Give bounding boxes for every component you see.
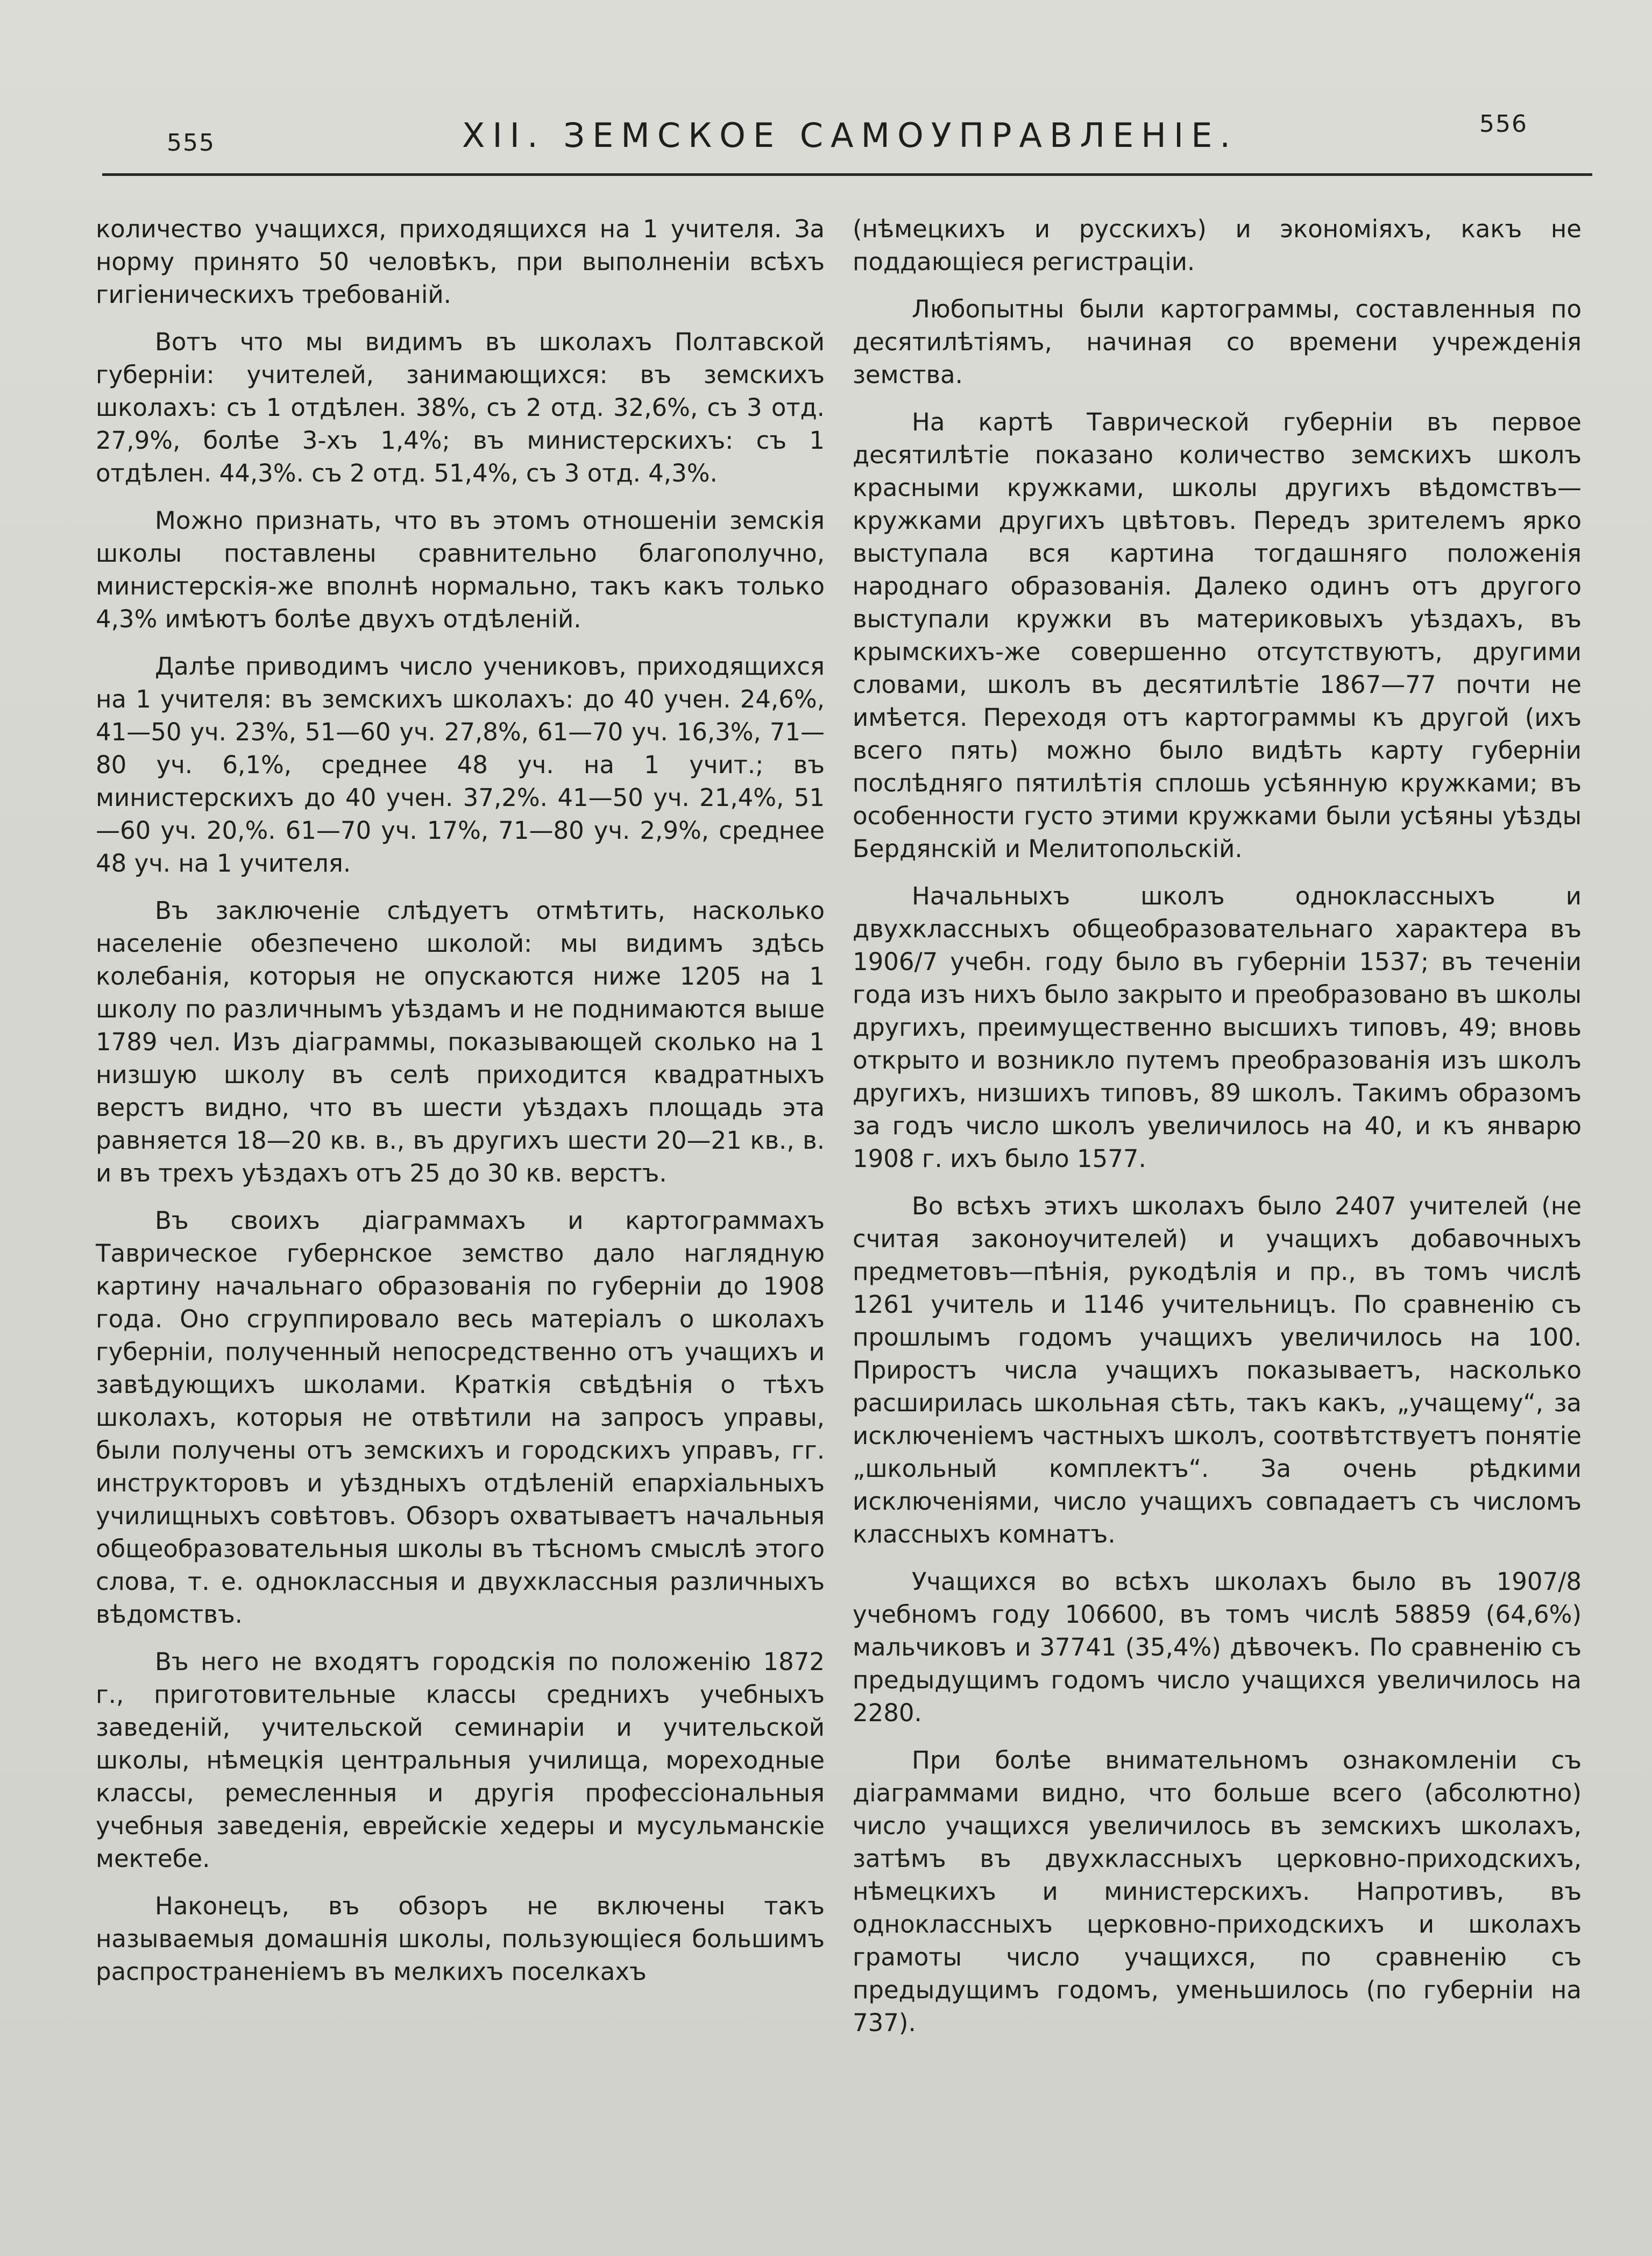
paragraph: Въ заключеніе слѣдуетъ отмѣтить, насколько населеніе обезпечено школой: мы видимъ здѣсь колебанія, которыя не опускаются ниже 1205 на 1 школу по различнымъ уѣздамъ и не поднимаются выше 1789 чел. Изъ діаграммы, показывающей сколько на 1 низшую школу въ селѣ приходится квадратныхъ верстъ видно, что въ шести уѣздахъ площадь эта равняется 18—20 кв. в., въ другихъ шести 20—21 кв., в. и въ трехъ уѣздахъ отъ 25 до 30 кв. верстъ. [96, 896, 825, 1187]
left-page-number: 555 [167, 129, 215, 157]
paragraph: Можно признать, что въ этомъ отношеніи земскія школы поставлены сравнительно благополучно, министерскія-же вполнѣ нормально, такъ какъ только 4,3% имѣютъ болѣе двухъ отдѣленій. [96, 506, 825, 633]
paragraph: количество учащихся, приходящихся на 1 учителя. За норму принято 50 человѣкъ, при выполненіи всѣхъ гигіеническихъ требованій. [96, 215, 825, 309]
paragraph: Учащихся во всѣхъ школахъ было въ 1907/8 учебномъ году 106600, въ томъ числѣ 58859 (64,6%) мальчиковъ и 37741 (35,4%) дѣвочекъ. По сравненію съ предыдущимъ годомъ число учащихся увеличилось на 2280. [853, 1567, 1582, 1727]
paragraph: Въ него не входятъ городскія по положенію 1872 г., приготовительные классы среднихъ учебныхъ заведеній, учительской семинаріи и учительской школы, нѣмецкія центральныя училища, мореходные классы, ремесленныя и другія профессіональныя учебныя заведенія, еврейскіе хедеры и мусульманскіе мектебе. [96, 1647, 825, 1873]
paragraph: Вотъ что мы видимъ въ школахъ Полтавской губерніи: учителей, занимающихся: въ земскихъ школахъ: съ 1 отдѣлен. 38%, съ 2 отд. 32,6%, съ 3 отд. 27,9%, болѣе 3-хъ 1,4%; въ министерскихъ: съ 1 отдѣлен. 44,3%. съ 2 отд. 51,4%, съ 3 отд. 4,3%. [96, 328, 825, 487]
paragraph: Любопытны были картограммы, составленныя по десятилѣтіямъ, начиная со времени учрежденія земства. [853, 295, 1582, 389]
right-page-number: 556 [1479, 110, 1528, 138]
paragraph: Во всѣхъ этихъ школахъ было 2407 учителей (не считая законоучителей) и учащихъ добавочныхъ предметовъ—пѣнія, рукодѣлія и пр., въ томъ числѣ 1261 учитель и 1146 учительницъ. По сравненію съ прошлымъ годомъ учащихъ увеличилось на 100. Приростъ числа учащихъ показываетъ, насколько расширилась школьная сѣть, такъ какъ, „учащему“, за исключеніемъ частныхъ школъ, соотвѣтствуетъ понятіе „школьный комплектъ“. За очень рѣдкими исключеніями, число учащихъ совпадаетъ съ числомъ классныхъ комнатъ. [853, 1192, 1582, 1548]
header-rule [102, 173, 1592, 176]
paragraph: (нѣмецкихъ и русскихъ) и экономіяхъ, какъ не поддающіеся регистраціи. [853, 215, 1582, 276]
paragraph: На картѣ Таврической губерніи въ первое десятилѣтіе показано количество земскихъ школъ красными кружками, школы другихъ вѣдомствъ—кружками другихъ цвѣтовъ. Передъ зрителемъ ярко выступала вся картина тогдашняго положенія народнаго образованія. Далеко одинъ отъ другого выступали кружки въ материковыхъ уѣздахъ, въ крымскихъ-же совершенно отсутствуютъ, другими словами, школъ въ десятилѣтіе 1867—77 почти не имѣется. Переходя отъ картограммы къ другой (ихъ всего пять) можно было видѣть карту губерніи послѣдняго пятилѣтія сплошь усѣянную кружками; въ особенности густо этими кружками были усѣяны уѣзды Бердянскій и Мелитопольскій. [853, 408, 1582, 863]
running-header [102, 105, 1598, 164]
paragraph: Наконецъ, въ обзоръ не включены такъ называемыя домашнія школы, пользующіеся большимъ распространеніемъ въ мелкихъ поселкахъ [96, 1892, 825, 1986]
section-title: XII. ЗЕМСКОЕ САМОУПРАВЛЕНІЕ. [462, 116, 1238, 155]
paragraph: Начальныхъ школъ одноклассныхъ и двухклассныхъ общеобразовательнаго характера въ 1906/7 учебн. году было въ губерніи 1537; въ теченіи года изъ нихъ было закрыто и преобразовано въ школы другихъ, преимущественно высшихъ типовъ, 49; вновь открыто и возникло путемъ преобразованія изъ школъ другихъ, низшихъ типовъ, 89 школъ. Такимъ образомъ за годъ число школъ увеличилось на 40, и къ январю 1908 г. ихъ было 1577. [853, 882, 1582, 1173]
right-column [853, 213, 1582, 2039]
paragraph: При болѣе внимательномъ ознакомленіи съ діаграммами видно, что больше всего (абсолютно) число учащихся увеличилось въ земскихъ школахъ, затѣмъ въ двухклассныхъ церковно-приходскихъ, нѣмецкихъ и министерскихъ. Напротивъ, въ одноклассныхъ церковно-приходскихъ и школахъ грамоты число учащихся, по сравненію съ предыдущимъ годомъ, уменьшилось (по губерніи на 737). [853, 1746, 1582, 2037]
paragraph: Далѣе приводимъ число учениковъ, приходящихся на 1 учителя: въ земскихъ школахъ: до 40 учен. 24,6%, 41—50 уч. 23%, 51—60 уч. 27,8%, 61—70 уч. 16,3%, 71—80 уч. 6,1%, среднее 48 уч. на 1 учит.; въ министерскихъ до 40 учен. 37,2%. 41—50 уч. 21,4%, 51—60 уч. 20,%. 61—70 уч. 17%, 71—80 уч. 2,9%, среднее 48 уч. на 1 учителя. [96, 652, 825, 878]
left-column [96, 213, 825, 1988]
paragraph: Въ своихъ діаграммахъ и картограммахъ Таврическое губернское земство дало наглядную картину начальнаго образованія по губерніи до 1908 года. Оно сгруппировало весь матеріалъ о школахъ губерніи, полученный непосредственно отъ учащихъ и завѣдующихъ школами. Краткія свѣдѣнія о тѣхъ школахъ, которыя не отвѣтили на запросъ управы, были получены отъ земскихъ и городскихъ управъ, гг. инструкторовъ и уѣздныхъ отдѣленій епархіальныхъ училищныхъ совѣтовъ. Обзоръ охватываетъ начальныя общеобразовательныя школы въ тѣсномъ смыслѣ этого слова, т. е. одноклассныя и двухклассныя различныхъ вѣдомствъ. [96, 1206, 825, 1629]
